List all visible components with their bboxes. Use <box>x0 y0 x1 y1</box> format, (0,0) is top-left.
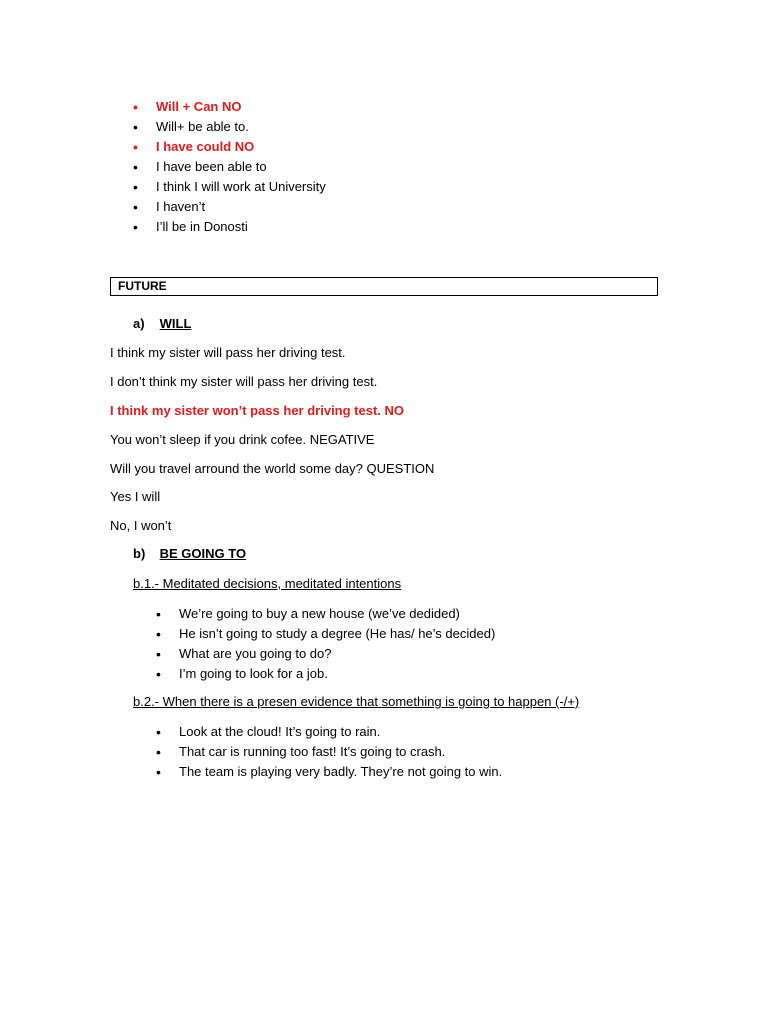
bullet-item: • I have been able to <box>133 157 326 177</box>
bullet-item: • I think I will work at University <box>133 177 326 197</box>
example-line: Yes I will <box>110 489 161 504</box>
example-line: No, I won’t <box>110 518 172 533</box>
heading-label: WILL <box>159 316 192 331</box>
b1-bullet-list <box>156 604 495 684</box>
example-line: I think my sister will pass her driving test. <box>110 345 346 360</box>
example-line: Will you travel arround the world some day? QUESTION <box>110 461 435 476</box>
example-line: I don’t think my sister will pass her driving test. <box>110 374 378 389</box>
heading-marker: b) <box>133 546 146 561</box>
subheading-b2: b.2.- When there is a presen evidence that something is going to happen (-/+) <box>133 694 580 709</box>
bullet-item: • We’re going to buy a new house (we’ve dedided) <box>156 604 495 624</box>
section-title-box <box>110 277 658 296</box>
heading-will <box>133 316 191 331</box>
example-line: You won’t sleep if you drink cofee. NEGATIVE <box>110 432 375 447</box>
bullet-item: • Will + Can NO <box>133 97 326 117</box>
section-title: FUTURE <box>118 279 167 293</box>
bullet-item: • I have could NO <box>133 137 326 157</box>
bullet-item: • Look at the cloud! It’s going to rain. <box>156 722 502 742</box>
bullet-item: • Will+ be able to. <box>133 117 326 137</box>
heading-going-to <box>133 546 246 561</box>
subheading-b1: b.1.- Meditated decisions, meditated intentions <box>133 576 402 591</box>
top-bullet-list <box>133 97 326 237</box>
bullet-item: • What are you going to do? <box>156 644 495 664</box>
example-line-red: I think my sister won’t pass her driving test. NO <box>110 403 405 418</box>
bullet-item: • I’ll be in Donosti <box>133 217 326 237</box>
bullet-item: • I’m going to look for a job. <box>156 664 495 684</box>
bullet-item: • The team is playing very badly. They’re not going to win. <box>156 762 502 782</box>
bullet-item: • I haven’t <box>133 197 326 217</box>
bullet-item: • He isn’t going to study a degree (He has/ he’s decided) <box>156 624 495 644</box>
bullet-item: • That car is running too fast! It’s going to crash. <box>156 742 502 762</box>
b2-bullet-list <box>156 722 502 782</box>
heading-marker: a) <box>133 316 145 331</box>
heading-label: BE GOING TO <box>159 546 247 561</box>
